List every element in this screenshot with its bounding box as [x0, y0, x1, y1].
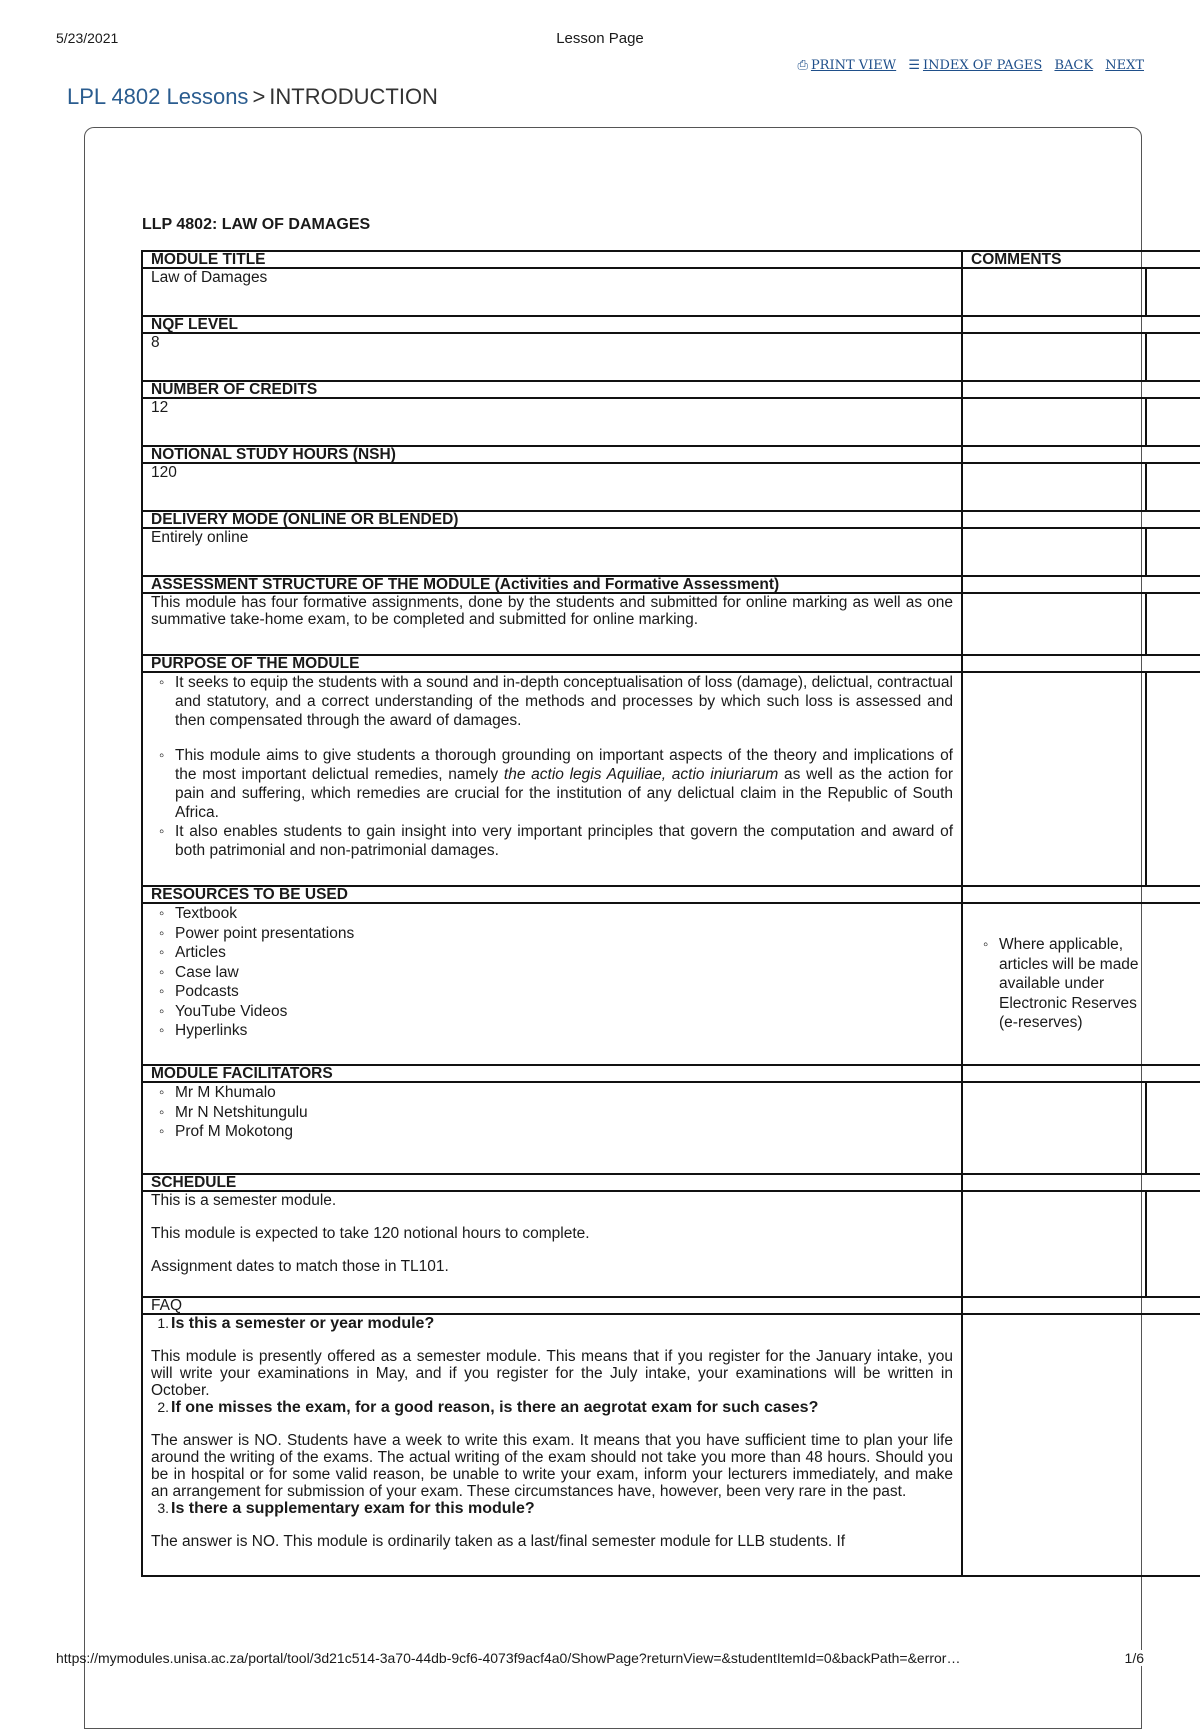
table-row	[142, 446, 1200, 463]
delivery-mode-value: Entirely online	[142, 528, 962, 576]
facilitators-list	[151, 1083, 953, 1142]
faq-answer: This module is presently offered as a semester module. This means that if you register for the January intake, you will write your examinations in May, and if you register for the July intake, your examinations will be written in October.	[151, 1348, 953, 1399]
print-page-title: Lesson Page	[556, 30, 644, 47]
nsh-value: 120	[142, 463, 962, 511]
table-row	[142, 1297, 1200, 1314]
resources-label: RESOURCES TO BE USED	[142, 886, 962, 903]
module-info-table	[141, 250, 1200, 1577]
footer-url: https://mymodules.unisa.ac.za/portal/tool/3d21c514-3a70-44db-9cf6-4073f9acf4a0/ShowPage?returnView=&studentItemId=0&backPath=&error…	[56, 1650, 961, 1666]
table-row	[142, 903, 1200, 1065]
nqf-level-label: NQF LEVEL	[142, 316, 962, 333]
table-row	[142, 511, 1200, 528]
table-row	[142, 398, 1200, 446]
table-row	[142, 1174, 1200, 1191]
table-row	[142, 672, 1200, 886]
breadcrumb-lessons-link[interactable]: LPL 4802 Lessons	[67, 84, 249, 109]
list-item: ◦ Power point presentations	[165, 924, 953, 944]
list-item: ◦ YouTube Videos	[165, 1002, 953, 1022]
list-item: ◦ Where applicable, articles will be made available under Electronic Reserves (e-reserves)	[989, 935, 1149, 1033]
table-row	[142, 576, 1200, 593]
table-row	[142, 463, 1200, 511]
nqf-level-value: 8	[142, 333, 962, 381]
breadcrumb-current: INTRODUCTION	[269, 84, 438, 109]
list-item: ◦ Case law	[165, 963, 953, 983]
breadcrumb	[67, 84, 438, 110]
table-row	[142, 268, 1200, 316]
assessment-structure-value: This module has four formative assignments, done by the students and submitted for online marking as well as one summative take-home exam, to be completed and submitted for online marking.	[142, 593, 962, 655]
lesson-navigation	[790, 58, 1144, 73]
schedule-label: SCHEDULE	[142, 1174, 962, 1191]
table-row	[142, 886, 1200, 903]
resources-value	[142, 903, 962, 1065]
table-row	[142, 1082, 1200, 1174]
list-item: ◦ Mr N Netshitungulu	[165, 1103, 953, 1123]
printer-icon: ⎙	[797, 58, 808, 73]
purpose-label: PURPOSE OF THE MODULE	[142, 655, 962, 672]
table-row	[142, 1065, 1200, 1082]
list-item: ◦ Hyperlinks	[165, 1021, 953, 1041]
module-title-label: MODULE TITLE	[142, 251, 962, 268]
faq-value	[142, 1314, 962, 1576]
purpose-value	[142, 672, 962, 886]
module-title-value: Law of Damages	[142, 268, 962, 316]
table-row	[142, 316, 1200, 333]
list-item: ◦ Textbook	[165, 904, 953, 924]
faq-answer: The answer is NO. Students have a week to write this exam. It means that you have sufficient time to plan your life around the writing of the exams. The actual writing of the exam should not take you more than 48 hours. Should you be in hospital or for some valid reason, be unable to write your exam, inform your lecturers immediately, and make an arrangement for submission of your exam. These circumstances have, however, been very rare in the past.	[151, 1432, 953, 1500]
resources-comment	[962, 903, 1200, 1065]
table-row	[142, 528, 1200, 576]
facilitators-label: MODULE FACILITATORS	[142, 1065, 962, 1082]
resources-list	[151, 904, 953, 1041]
faq-question: 1. Is this a semester or year module?	[157, 1315, 435, 1332]
print-view-link[interactable]: ⎙ PRINT VIEW	[797, 58, 897, 73]
list-icon: ☰	[908, 58, 920, 73]
schedule-value: This is a semester module. This module is expected to take 120 notional hours to complete. Assignment dates to match those in TL101.	[142, 1191, 962, 1297]
list-item: ◦ This module aims to give students a thorough grounding on important aspects of the theory and implications of the most important delictual remedies, namely the actio legis Aquiliae, actio iniuriarum as well as the action for pain and suffering, which remedies are crucial for the institution of any delictual claim in the Republic of South Africa.	[165, 746, 953, 822]
facilitators-value	[142, 1082, 962, 1174]
module-heading: LLP 4802: LAW OF DAMAGES	[142, 216, 371, 233]
delivery-mode-label: DELIVERY MODE (ONLINE OR BLENDED)	[142, 511, 962, 528]
table-row	[142, 1314, 1200, 1576]
print-date: 5/23/2021	[56, 30, 119, 46]
credits-value: 12	[142, 398, 962, 446]
back-link[interactable]: BACK	[1054, 58, 1094, 73]
credits-label: NUMBER OF CREDITS	[142, 381, 962, 398]
table-row	[142, 251, 1200, 268]
list-item: ◦ It seeks to equip the students with a sound and in-depth conceptualisation of loss (damage), delictual, contractual and statutory, and a correct understanding of the methods and processes by which such loss is assessed and then compensated through the award of damages.	[165, 673, 953, 730]
breadcrumb-separator: >	[252, 84, 266, 109]
next-link[interactable]: NEXT	[1105, 58, 1144, 73]
index-of-pages-link[interactable]: ☰ INDEX OF PAGES	[908, 58, 1043, 73]
list-item: ◦ Articles	[165, 943, 953, 963]
table-row	[142, 333, 1200, 381]
list-item: ◦ It also enables students to gain insight into very important principles that govern the computation and award of both patrimonial and non-patrimonial damages.	[165, 822, 953, 860]
comments-header: COMMENTS	[962, 251, 1200, 268]
table-row	[142, 381, 1200, 398]
faq-question: 3. Is there a supplementary exam for this module?	[157, 1500, 535, 1517]
list-item: ◦ Prof M Mokotong	[165, 1122, 953, 1142]
list-item: ◦ Podcasts	[165, 982, 953, 1002]
table-row	[142, 655, 1200, 672]
nsh-label: NOTIONAL STUDY HOURS (NSH)	[142, 446, 962, 463]
list-item: ◦ Mr M Khumalo	[165, 1083, 953, 1103]
purpose-list	[151, 673, 953, 860]
footer-page-number: 1/6	[1119, 1650, 1144, 1666]
table-row	[142, 593, 1200, 655]
faq-question: 2. If one misses the exam, for a good reason, is there an aegrotat exam for such cases?	[157, 1399, 819, 1416]
table-row	[142, 1191, 1200, 1297]
faq-label: FAQ	[142, 1297, 962, 1314]
faq-answer: The answer is NO. This module is ordinarily taken as a last/final semester module for LLB students. If	[151, 1533, 846, 1550]
assessment-structure-label: ASSESSMENT STRUCTURE OF THE MODULE (Activities and Formative Assessment)	[142, 576, 962, 593]
